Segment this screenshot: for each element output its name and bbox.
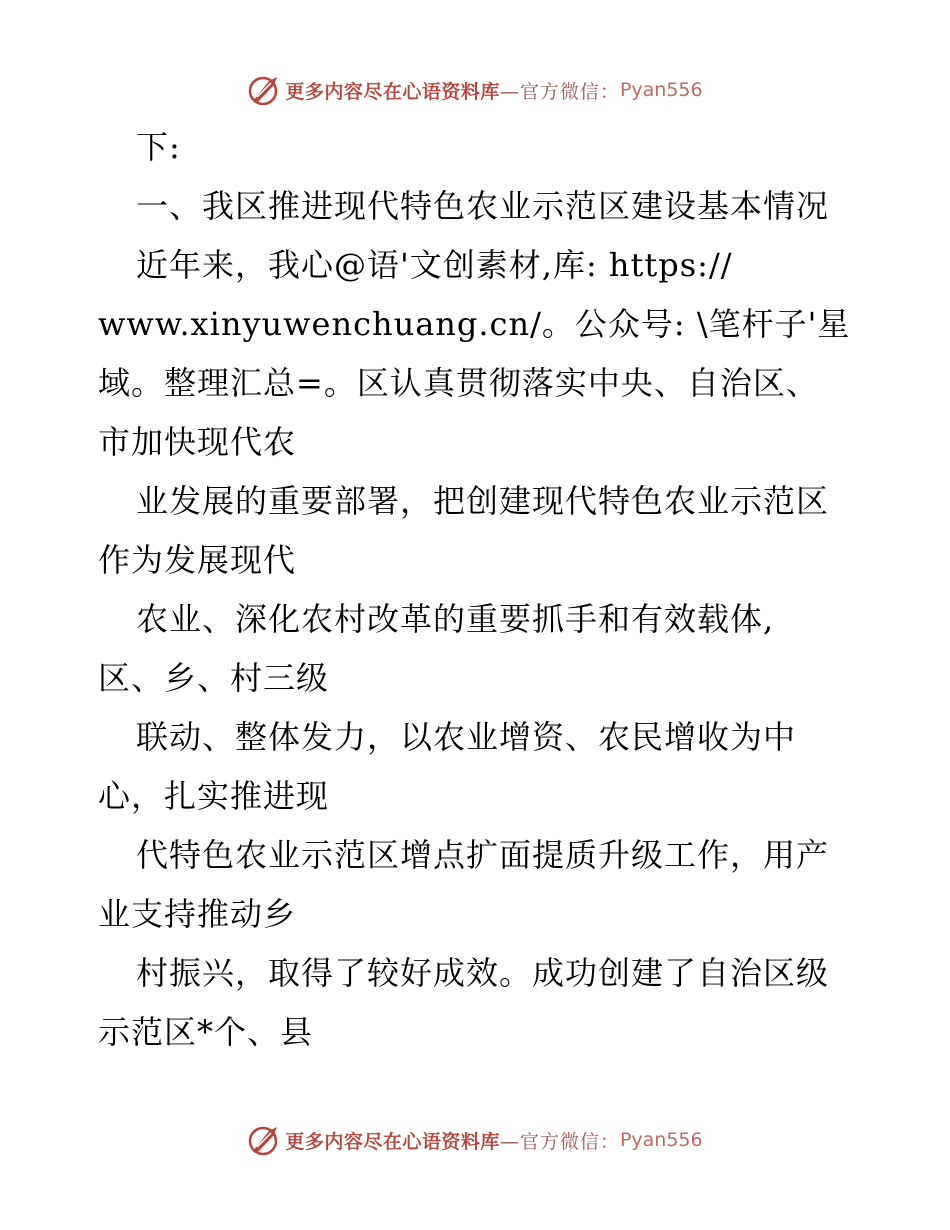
text-line: 代特色农业示范区增点扩面提质升级工作，用产 xyxy=(136,836,830,874)
banner-wechat-id: Pyan556 xyxy=(619,1129,703,1151)
text-line: 农业、深化农村改革的重要抓手和有效载体, xyxy=(136,600,775,638)
banner-official-label: —官方微信： xyxy=(499,80,620,103)
footer-banner xyxy=(0,1120,950,1160)
text-line: 市加快现代农 xyxy=(98,423,297,461)
document-body xyxy=(98,118,878,1062)
text-line: 近年来，我心@语'文创素材,库: https:// xyxy=(136,246,733,284)
banner-official-label: —官方微信： xyxy=(499,1130,620,1153)
text-line: 作为发展现代 xyxy=(98,541,297,579)
quill-pen-logo-icon xyxy=(247,73,281,107)
text-line: 域。整理汇总=。区认真贯彻落实中央、自治区、 xyxy=(98,364,819,402)
text-line: 联动、整体发力，以农业增资、农民增收为中 xyxy=(136,718,797,756)
text-line: 业支持推动乡 xyxy=(98,895,297,933)
text-line: 示范区*个、县 xyxy=(98,1013,314,1051)
banner-brand-text: 更多内容尽在心语资料库 xyxy=(285,80,500,103)
text-line: www.xinyuwenchuang.cn/。公众号: \笔杆子'星 xyxy=(98,305,851,343)
banner-wechat-id: Pyan556 xyxy=(619,79,703,101)
text-line: 心，扎实推进现 xyxy=(98,777,330,815)
quill-pen-logo-icon xyxy=(247,1123,281,1157)
text-line: 村振兴，取得了较好成效。成功创建了自治区级 xyxy=(136,954,830,992)
text-line: 区、乡、村三级 xyxy=(98,659,330,697)
text-line: 下: xyxy=(136,128,181,166)
section-heading: 一、我区推进现代特色农业示范区建设基本情况 xyxy=(136,187,830,225)
text-line: 业发展的重要部署，把创建现代特色农业示范区 xyxy=(136,482,830,520)
header-banner xyxy=(0,70,950,110)
banner-brand-text: 更多内容尽在心语资料库 xyxy=(285,1130,500,1153)
